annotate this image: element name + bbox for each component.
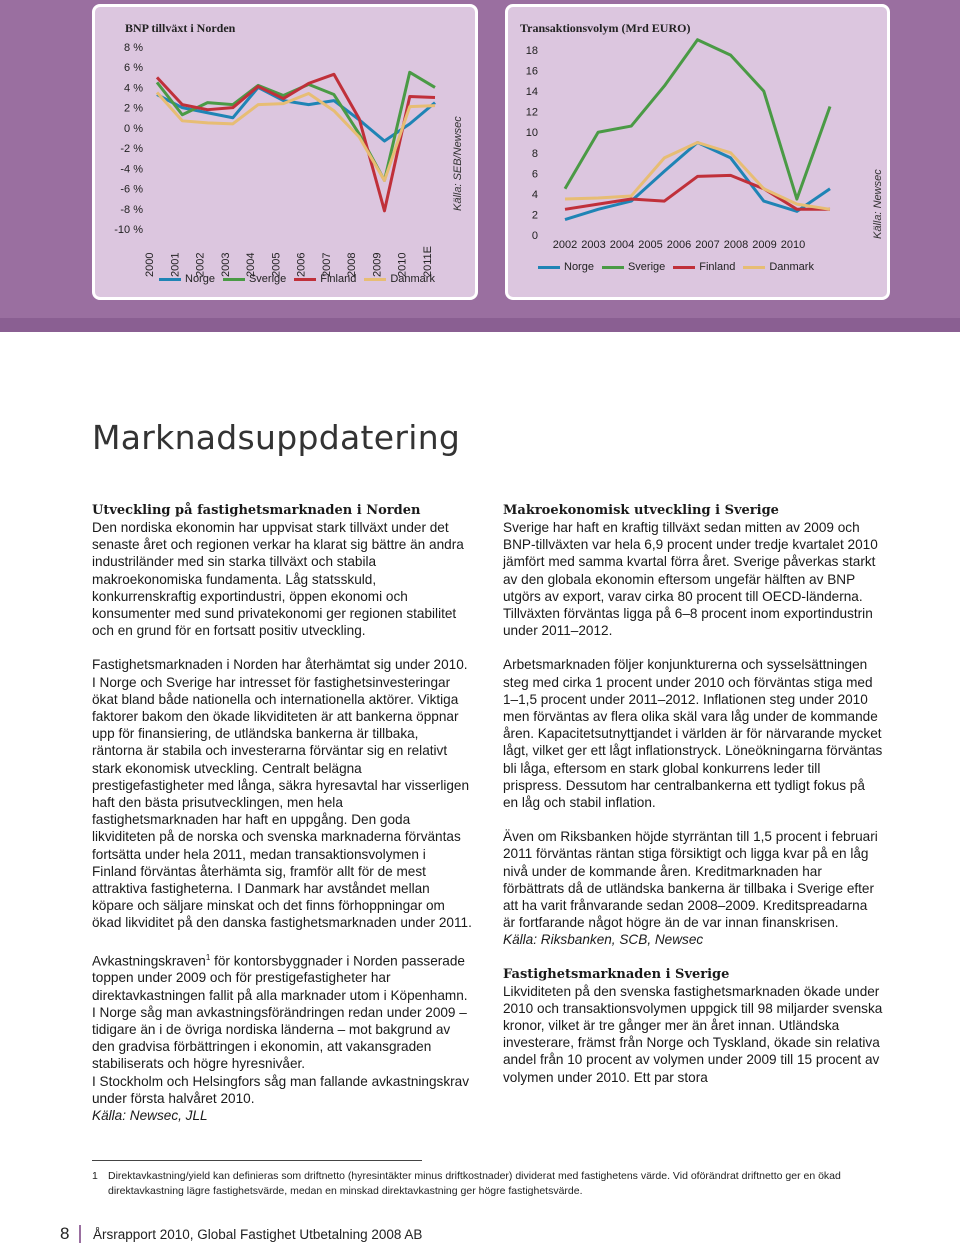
source-note: Källa: Newsec, JLL xyxy=(92,1108,208,1124)
x-tick-label: 2000 xyxy=(144,252,156,277)
y-tick-label: 6 % xyxy=(124,62,143,75)
legend-swatch xyxy=(743,266,765,269)
paragraph: Den nordiska ekonomin har uppvisat stark tillväxt under det senaste året och regionen verkar ha klarat sig bättre än andra industriländer med sin starka tillväxt och stabila makroekonomiska fundamenta. Låg statsskuld, konkurrenskraftig exportindustri, öppen ekonomi och konsumenter med sund privatekonomi ger regionen stabilitet och en grund för en fortsatt positiv utveckling. xyxy=(92,520,464,639)
paragraph: Likviditeten på den svenska fastighetsmarknaden ökade under 2010 och transaktionsvolymen uppgick till 98 miljarder svenska kronor, vilket är tre gånger mer än året innan. Utländska investerare, främst från Norge och Tyskland, ökade sin relativa andel från 10 procent av volymen under 2009 till 15 procent av volymen under 2010. Ett par stora xyxy=(503,983,883,1085)
y-tick-label: 16 xyxy=(525,65,538,78)
legend-swatch xyxy=(602,266,624,269)
x-tick-label: 2009 xyxy=(752,239,777,251)
page-footer xyxy=(60,1224,422,1244)
left-column xyxy=(92,502,472,1124)
paragraph: Fastighetsmarknaden i Norden har återhämtat sig under 2010. I Norge och Sverige har intresset för fastighetsinvesteringar ökat bland både nationella och internationella aktörer. Viktiga faktorer bakom den ökade likviditeten är att bankerna öppnar upp för finansiering, de utländska bankerna är tillbaka, räntorna är stabila och investerarna förväntar sig en relativt stark ekonomisk utveckling. Centralt belägna prestigefastigheter med långa, säkra hyresavtal har visserligen haft den bästa prisutvecklingen, men hela fastighetsmarknaden har haft en uppgång. Den goda likviditeten på de norska och svenska marknaderna förväntas fortsätta under hela 2011, medan transaktionsvolymen i Finland förväntas återhämta sig, framför allt för de mest attraktiva fastigheterna. I Danmark har avståndet mellan köpare och säljare minskat och det finns förhoppningar om ökad likviditet på den danska fastighetsmarknaden under 2011. xyxy=(92,657,472,931)
x-tick-label: 2002 xyxy=(194,252,207,277)
text-run: Avkastningskraven xyxy=(92,953,206,969)
footnote-ref: 1 xyxy=(205,952,211,962)
legend-swatch xyxy=(364,278,386,281)
legend-label: Finland xyxy=(699,261,736,273)
page-title: Marknadsuppdatering xyxy=(92,418,461,457)
legend-label: Norge xyxy=(564,261,594,273)
page-number: 8 xyxy=(60,1224,70,1243)
y-tick-label: 18 xyxy=(525,45,538,57)
gdp-chart-card xyxy=(92,4,478,300)
legend-danmark xyxy=(743,261,814,273)
y-tick-label: -8 % xyxy=(120,203,143,216)
legend-danmark xyxy=(364,273,435,285)
y-tick-label: 0 xyxy=(531,230,538,242)
x-tick-label: 2006 xyxy=(666,239,692,251)
legend-label: Sverige xyxy=(248,273,287,285)
y-tick-label: 10 xyxy=(525,127,538,140)
y-tick-label: -2 % xyxy=(120,143,143,156)
legend-label: Danmark xyxy=(769,261,814,273)
y-tick-label: -6 % xyxy=(120,183,143,196)
x-tick-label: 2001 xyxy=(169,252,182,277)
section-heading-macro: Makroekonomisk utveckling i Sverige xyxy=(503,503,779,518)
footer-text: Årsrapport 2010, Global Fastighet Utbetalning 2008 AB xyxy=(92,1226,423,1242)
transaction-chart-legend xyxy=(538,261,822,273)
section-heading-sweden-property: Fastighetsmarknaden i Sverige xyxy=(503,966,730,982)
transaction-chart-source: Källa: Newsec xyxy=(872,169,884,239)
legend-sverige xyxy=(223,273,286,285)
footnote-rule xyxy=(92,1160,422,1161)
y-tick-label: 6 xyxy=(531,168,538,181)
transaction-chart xyxy=(508,7,888,297)
transaction-chart-title: Transaktionsvolym (Mrd EURO) xyxy=(520,21,691,35)
paragraph xyxy=(92,949,472,1073)
y-tick-label: 4 % xyxy=(124,82,143,95)
right-column xyxy=(503,502,883,1086)
paragraph: Även om Riksbanken höjde styrräntan till 1,5 procent i februari 2011 förväntas räntan stiga försiktigt och ligga kvar på en låg nivå under de kommande åren. Kreditmarknaden har förbättrats då de utländska bankerna är tillbaka i Sverige efter att ha varit frånvarande sedan 2008–2009. Kreditspreadarna är fortfarande något högre än de var innan finanskrisen. xyxy=(503,829,878,931)
legend-swatch xyxy=(673,266,695,269)
legend-swatch xyxy=(223,278,245,281)
x-tick-label: 2004 xyxy=(245,252,258,277)
y-tick-label: 8 xyxy=(531,147,538,160)
x-tick-label: 2006 xyxy=(295,252,308,277)
text-run: för kontorsbyggnader i Norden passerade toppen under 2009 och för prestigefastigheter har direktavkastningen fallit på alla marknader utom i Köpenhamn. I Norge såg man avkastningsförändringen redan under 2009 – tidigare än i de övriga nordiska länderna – mot bakgrund av den gradvisa förbättringen i ekonomin, att vakansgraden stabiliserats och högre hyresnivåer. xyxy=(92,953,468,1072)
legend-finland xyxy=(673,261,735,273)
footnote-number: 1 xyxy=(92,1170,98,1182)
legend-label: Sverige xyxy=(627,261,666,273)
x-tick-label: 2009 xyxy=(371,252,384,277)
y-tick-label: 4 xyxy=(531,188,538,201)
section-heading-nordic: Utveckling på fastighetsmarknaden i Norden xyxy=(92,503,421,518)
gdp-chart-legend xyxy=(159,273,443,285)
gdp-chart-title: BNP tillväxt i Norden xyxy=(125,21,236,35)
legend-sverige xyxy=(602,261,665,273)
legend-label: Norge xyxy=(185,273,215,285)
footnote xyxy=(92,1169,902,1199)
legend-finland xyxy=(294,273,356,285)
legend-norge xyxy=(538,261,594,273)
header-band-edge xyxy=(0,318,960,332)
y-tick-label: -10 % xyxy=(114,224,143,236)
x-tick-label: 2008 xyxy=(346,252,359,277)
x-tick-label: 2002 xyxy=(552,239,578,251)
x-tick-label: 2011E xyxy=(422,246,434,277)
paragraph: Sverige har haft en kraftig tillväxt sedan mitten av 2009 och BNP-tillväxten var hela 6,9 procent under tredje kvartalet 2010 jämfört med samma kvartal förra året. Sverige påverkas starkt av den globala ekonomin eftersom ungefär hälften av BNP utgörs av export, varav cirka 80 procent till OECD-länderna. Tillväxten förväntas ligga på 6–8 procent inom exportindustrin under 2011–2012. xyxy=(503,520,878,639)
x-tick-label: 2005 xyxy=(638,239,663,251)
y-tick-label: 14 xyxy=(525,86,538,99)
paragraph: I Stockholm och Helsingfors såg man fallande avkastningskrav under första halvåret 2010. xyxy=(92,1073,470,1106)
x-tick-label: 2004 xyxy=(609,239,635,251)
x-tick-label: 2007 xyxy=(695,239,720,251)
y-tick-label: 8 % xyxy=(124,42,143,54)
y-tick-label: 2 % xyxy=(124,102,143,115)
paragraph: Arbetsmarknaden följer konjunkturerna och sysselsättningen steg med cirka 1 procent under 2010 och förväntas stiga med 1–1,5 procent under 2011–2012. Inflationen steg under 2010 men förväntas av flera olika skäl vara låg under de kommande åren. Kapacitetsutnyttjandet i världen är för närvarande mycket lågt, vilket ger ett lågt inflationstryck. Löneökningarna förväntas bli låga, eftersom en stark global konkurrens leder till prispress. Dessutom har centralbankerna ett tydligt fokus på en låg och stabil inflation. xyxy=(503,657,883,811)
legend-label: Finland xyxy=(320,273,357,285)
x-tick-label: 2008 xyxy=(723,239,749,251)
x-tick-label: 2010 xyxy=(396,252,409,277)
gdp-chart-source: Källa: SEB/Newsec xyxy=(452,116,464,211)
y-tick-label: 2 xyxy=(531,209,538,222)
footer-separator xyxy=(79,1225,81,1243)
legend-swatch xyxy=(159,278,181,281)
transaction-chart-card xyxy=(505,4,890,300)
source-note: Källa: Riksbanken, SCB, Newsec xyxy=(503,932,704,948)
x-tick-label: 2005 xyxy=(270,252,283,277)
series-line-norge xyxy=(157,87,435,141)
y-tick-label: 12 xyxy=(525,106,538,119)
footnote-text: Direktavkastning/yield kan definieras som driftnetto (hyresintäkter minus driftkostnader) dividerat med fastighetens värde. Vid oförändrat driftnetto ger en ökad direktavkastning lägre fastighetsvärde, medan en minskad direktavkastning ger högre fastighetsvärde. xyxy=(108,1170,841,1197)
x-tick-label: 2010 xyxy=(780,239,806,251)
legend-norge xyxy=(159,273,215,285)
y-tick-label: 0 % xyxy=(124,122,143,135)
x-tick-label: 2007 xyxy=(320,252,333,277)
legend-swatch xyxy=(538,266,560,269)
gdp-chart xyxy=(95,7,475,297)
x-tick-label: 2003 xyxy=(219,252,232,277)
legend-swatch xyxy=(294,278,316,281)
y-tick-label: -4 % xyxy=(120,163,143,176)
legend-label: Danmark xyxy=(390,273,435,285)
x-tick-label: 2003 xyxy=(581,239,606,251)
